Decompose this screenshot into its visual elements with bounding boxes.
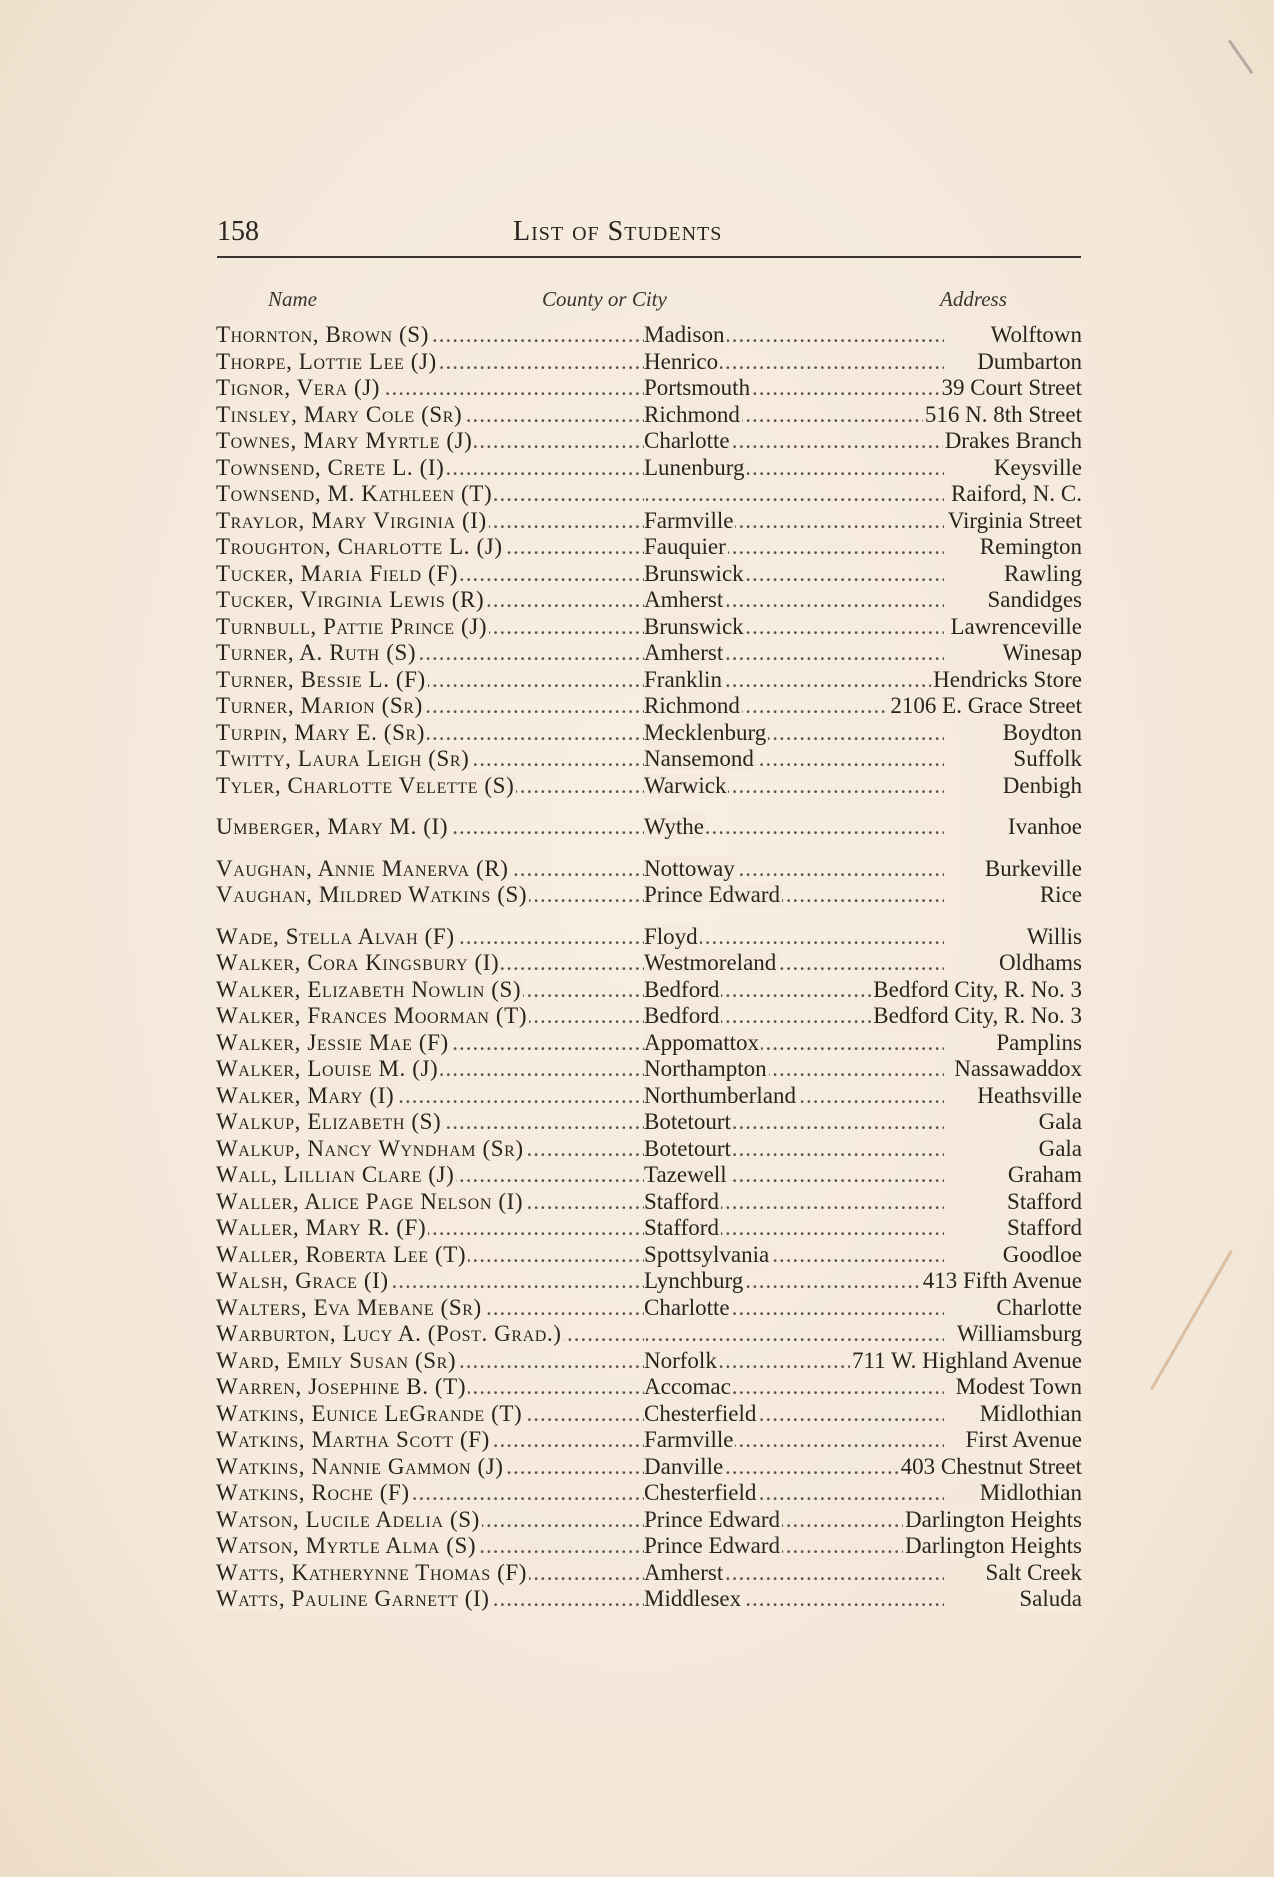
student-row bbox=[216, 882, 1082, 909]
student-county: Nansemond ..... bbox=[644, 746, 944, 773]
student-row bbox=[216, 1030, 1082, 1057]
student-county bbox=[644, 1321, 944, 1348]
student-county: Westmoreland ..... bbox=[644, 950, 944, 977]
student-address: Midlothian bbox=[979, 1480, 1082, 1505]
student-row bbox=[216, 950, 1082, 977]
student-row bbox=[216, 455, 1082, 482]
student-address: 403 Chestnut Street bbox=[900, 1453, 1082, 1479]
student-address: Lawrenceville bbox=[950, 613, 1082, 639]
student-county: Prince Edward ..... bbox=[644, 1507, 944, 1534]
student-row bbox=[216, 322, 1082, 349]
page-header bbox=[217, 214, 1081, 258]
student-address: 711 W. Highland Avenue bbox=[852, 1347, 1082, 1373]
student-name: Wade, Stella Alvah (F) ..... bbox=[216, 924, 644, 951]
student-row bbox=[216, 587, 1082, 614]
student-address: 39 Court Street bbox=[941, 375, 1082, 400]
student-name: Turnbull, Pattie Prince (J) ..... bbox=[216, 614, 644, 641]
student-name: Tucker, Virginia Lewis (R) ..... bbox=[216, 587, 644, 614]
student-address: Modest Town bbox=[955, 1374, 1082, 1399]
student-row bbox=[216, 1109, 1082, 1136]
student-county: Lynchburg ..... bbox=[644, 1268, 944, 1295]
student-county: Amherst ..... bbox=[644, 1560, 944, 1587]
student-address: Keysville bbox=[993, 454, 1082, 480]
student-row bbox=[216, 1374, 1082, 1401]
student-row bbox=[216, 814, 1082, 841]
student-name: Warburton, Lucy A. (Post. Grad.) ..... bbox=[216, 1321, 644, 1348]
student-county: Norfolk ..... bbox=[644, 1348, 944, 1375]
student-address: 2106 E. Grace Street bbox=[890, 693, 1082, 718]
student-county: Amherst ..... bbox=[644, 640, 944, 667]
student-row bbox=[216, 349, 1082, 376]
student-row bbox=[216, 746, 1082, 773]
student-county: Botetourt ..... bbox=[644, 1136, 944, 1163]
page-number: 158 bbox=[217, 216, 259, 247]
student-row bbox=[216, 1189, 1082, 1216]
student-county: Fauquier ..... bbox=[644, 534, 944, 561]
student-address: Goodloe bbox=[1002, 1241, 1082, 1267]
student-row bbox=[216, 375, 1082, 402]
student-row bbox=[216, 667, 1082, 694]
student-row bbox=[216, 1162, 1082, 1189]
student-address: Hendricks Store bbox=[933, 666, 1082, 692]
student-address: Virginia Street bbox=[947, 507, 1082, 533]
student-name: Turner, A. Ruth (S) ..... bbox=[216, 640, 644, 667]
student-row bbox=[216, 534, 1082, 561]
student-name: Walsh, Grace (I) ..... bbox=[216, 1268, 644, 1295]
student-address: Oldhams bbox=[998, 950, 1082, 975]
student-row bbox=[216, 1136, 1082, 1163]
column-header-county: County or City bbox=[542, 287, 667, 311]
student-address: Heathsville bbox=[977, 1082, 1082, 1108]
pencil-mark bbox=[1150, 1250, 1233, 1390]
student-county: Botetourt ..... bbox=[644, 1109, 944, 1136]
student-name: Vaughan, Annie Manerva (R) ..... bbox=[216, 856, 644, 883]
student-row bbox=[216, 1560, 1082, 1587]
student-county: Spottsylvania ..... bbox=[644, 1242, 944, 1269]
student-address: Charlotte bbox=[996, 1294, 1082, 1320]
student-row bbox=[216, 1056, 1082, 1083]
student-county: Appomattox ..... bbox=[644, 1030, 944, 1057]
student-row bbox=[216, 1268, 1082, 1295]
student-county: Prince Edward ..... bbox=[644, 882, 944, 909]
student-row bbox=[216, 1586, 1082, 1613]
student-address: 516 N. 8th Street bbox=[924, 401, 1082, 427]
student-county: Floyd ..... bbox=[644, 924, 944, 951]
student-county: Prince Edward ..... bbox=[644, 1533, 944, 1560]
student-name: Traylor, Mary Virginia (I) ..... bbox=[216, 508, 644, 535]
student-address: Darlington Heights bbox=[905, 1506, 1082, 1532]
student-address: Sandidges bbox=[987, 587, 1082, 612]
student-county: Wythe ..... bbox=[644, 814, 944, 841]
student-name: Watson, Lucile Adelia (S) ..... bbox=[216, 1507, 644, 1534]
student-row bbox=[216, 977, 1082, 1004]
student-county: Farmville ..... bbox=[644, 1427, 944, 1454]
student-row bbox=[216, 428, 1082, 455]
student-name: Warren, Josephine B. (T) ..... bbox=[216, 1374, 644, 1401]
student-address: Bedford City, R. No. 3 bbox=[873, 976, 1082, 1002]
student-county: Northampton ..... bbox=[644, 1056, 944, 1083]
student-address: Rawling bbox=[1004, 560, 1082, 586]
student-county: Stafford ..... bbox=[644, 1215, 944, 1242]
student-name: Tyler, Charlotte Velette (S) ..... bbox=[216, 773, 644, 800]
student-name: Walker, Elizabeth Nowlin (S) ..... bbox=[216, 977, 644, 1004]
student-address: Salt Creek bbox=[985, 1559, 1082, 1585]
student-row bbox=[216, 481, 1082, 508]
student-name: Walkup, Elizabeth (S) ..... bbox=[216, 1109, 644, 1136]
student-address: Boydton bbox=[1002, 719, 1082, 745]
student-county: Chesterfield ..... bbox=[644, 1480, 944, 1507]
student-address: 413 Fifth Avenue bbox=[922, 1268, 1082, 1293]
student-address: Graham bbox=[1007, 1162, 1082, 1187]
student-name: Waller, Mary R. (F) ..... bbox=[216, 1215, 644, 1242]
student-county: Tazewell ..... bbox=[644, 1162, 944, 1189]
student-address: Nassawaddox bbox=[954, 1056, 1082, 1081]
student-county: Madison ..... bbox=[644, 322, 944, 349]
student-address: Pamplins bbox=[996, 1029, 1082, 1055]
student-name: Troughton, Charlotte L. (J) ..... bbox=[216, 534, 644, 561]
student-row bbox=[216, 508, 1082, 535]
student-county: Bedford ..... bbox=[644, 1003, 944, 1030]
student-name: Turpin, Mary E. (Sr) ..... bbox=[216, 720, 644, 747]
student-address: Willis bbox=[1026, 923, 1082, 949]
student-address: Williamsburg bbox=[956, 1321, 1082, 1346]
student-county: Richmond ..... bbox=[644, 693, 944, 720]
student-address: Remington bbox=[979, 534, 1082, 559]
student-name: Watkins, Roche (F) ..... bbox=[216, 1480, 644, 1507]
student-row bbox=[216, 1242, 1082, 1269]
student-county: Henrico ..... bbox=[644, 349, 944, 376]
student-row bbox=[216, 561, 1082, 588]
student-row bbox=[216, 856, 1082, 883]
student-county: Charlotte ..... bbox=[644, 1295, 944, 1322]
student-name: Vaughan, Mildred Watkins (S) ..... bbox=[216, 882, 644, 909]
student-name: Walker, Cora Kingsbury (I) ..... bbox=[216, 950, 644, 977]
column-header-address: Address bbox=[940, 287, 1007, 311]
student-row bbox=[216, 1215, 1082, 1242]
student-address: Gala bbox=[1038, 1135, 1082, 1161]
student-name: Walker, Mary (I) ..... bbox=[216, 1083, 644, 1110]
student-address: Midlothian bbox=[979, 1400, 1082, 1426]
student-address: Stafford bbox=[1007, 1188, 1082, 1214]
student-name: Turner, Marion (Sr) ..... bbox=[216, 693, 644, 720]
student-county: Farmville ..... bbox=[644, 508, 944, 535]
student-name: Watts, Pauline Garnett (I) ..... bbox=[216, 1586, 644, 1613]
student-name: Waller, Roberta Lee (T) ..... bbox=[216, 1242, 644, 1269]
student-county: Nottoway ..... bbox=[644, 856, 944, 883]
student-row bbox=[216, 1507, 1082, 1534]
student-address: Saluda bbox=[1019, 1586, 1082, 1611]
student-row bbox=[216, 1427, 1082, 1454]
student-name: Watson, Myrtle Alma (S) ..... bbox=[216, 1533, 644, 1560]
student-name: Ward, Emily Susan (Sr) ..... bbox=[216, 1348, 644, 1375]
student-county: Stafford ..... bbox=[644, 1189, 944, 1216]
student-address: Bedford City, R. No. 3 bbox=[873, 1003, 1082, 1028]
student-county: Richmond ..... bbox=[644, 402, 944, 429]
student-name: Thornton, Brown (S) ..... bbox=[216, 322, 644, 349]
student-county: Brunswick ..... bbox=[644, 614, 944, 641]
student-address: Ivanhoe bbox=[1007, 814, 1082, 839]
student-name: Turner, Bessie L. (F) ..... bbox=[216, 667, 644, 694]
student-name: Townes, Mary Myrtle (J) ..... bbox=[216, 428, 644, 455]
student-county: Lunenburg ..... bbox=[644, 455, 944, 482]
student-row bbox=[216, 1321, 1082, 1348]
student-county: Middlesex ..... bbox=[644, 1586, 944, 1613]
student-address: Stafford bbox=[1007, 1215, 1082, 1240]
student-row bbox=[216, 1083, 1082, 1110]
column-header-name: Name bbox=[268, 287, 317, 311]
student-address: Darlington Heights bbox=[905, 1533, 1082, 1558]
running-title: List of Students bbox=[513, 216, 723, 247]
student-row bbox=[216, 773, 1082, 800]
student-name: Watkins, Eunice LeGrande (T) ..... bbox=[216, 1401, 644, 1428]
student-address: Wolftown bbox=[990, 322, 1082, 347]
student-name: Walkup, Nancy Wyndham (Sr) ..... bbox=[216, 1136, 644, 1163]
student-name: Walker, Louise M. (J) ..... bbox=[216, 1056, 644, 1083]
student-name: Townsend, Crete L. (I) ..... bbox=[216, 455, 644, 482]
student-name: Tignor, Vera (J) ..... bbox=[216, 375, 644, 402]
student-address: First Avenue bbox=[965, 1427, 1082, 1452]
student-name: Walker, Jessie Mae (F) ..... bbox=[216, 1030, 644, 1057]
student-address: Drakes Branch bbox=[944, 428, 1082, 453]
student-county: Chesterfield ..... bbox=[644, 1401, 944, 1428]
student-row bbox=[216, 720, 1082, 747]
student-row bbox=[216, 614, 1082, 641]
student-row bbox=[216, 924, 1082, 951]
student-row bbox=[216, 1454, 1082, 1481]
student-row bbox=[216, 1401, 1082, 1428]
student-row bbox=[216, 693, 1082, 720]
student-address: Suffolk bbox=[1013, 746, 1082, 771]
student-name: Watkins, Martha Scott (F) ..... bbox=[216, 1427, 644, 1454]
student-row bbox=[216, 640, 1082, 667]
student-county: Amherst ..... bbox=[644, 587, 944, 614]
student-county bbox=[644, 481, 944, 508]
student-name: Wall, Lillian Clare (J) ..... bbox=[216, 1162, 644, 1189]
student-county: Warwick ..... bbox=[644, 773, 944, 800]
student-row bbox=[216, 402, 1082, 429]
student-row bbox=[216, 1295, 1082, 1322]
student-name: Twitty, Laura Leigh (Sr) ..... bbox=[216, 746, 644, 773]
student-county: Northumberland ..... bbox=[644, 1083, 944, 1110]
student-name: Umberger, Mary M. (I) ..... bbox=[216, 814, 644, 841]
student-name: Tucker, Maria Field (F) ..... bbox=[216, 561, 644, 588]
student-address: Denbigh bbox=[1002, 772, 1082, 798]
student-county: Brunswick ..... bbox=[644, 561, 944, 588]
student-address: Burkeville bbox=[984, 855, 1082, 881]
student-row bbox=[216, 1480, 1082, 1507]
student-name: Watts, Katherynne Thomas (F) ..... bbox=[216, 1560, 644, 1587]
student-county: Danville ..... bbox=[644, 1454, 944, 1481]
student-name: Walters, Eva Mebane (Sr) ..... bbox=[216, 1295, 644, 1322]
student-row bbox=[216, 1003, 1082, 1030]
student-list bbox=[216, 322, 1082, 1613]
student-name: Waller, Alice Page Nelson (I) ..... bbox=[216, 1189, 644, 1216]
student-county: Franklin ..... bbox=[644, 667, 944, 694]
student-county: Bedford ..... bbox=[644, 977, 944, 1004]
student-county: Portsmouth ..... bbox=[644, 375, 944, 402]
student-address: Gala bbox=[1038, 1109, 1082, 1134]
student-address: Dumbarton bbox=[977, 348, 1082, 374]
student-address: Raiford, N. C. bbox=[951, 481, 1082, 506]
page-edge-mark bbox=[1228, 26, 1273, 74]
student-county: Mecklenburg ..... bbox=[644, 720, 944, 747]
student-address: Rice bbox=[1039, 882, 1082, 907]
student-name: Thorpe, Lottie Lee (J) ..... bbox=[216, 349, 644, 376]
student-name: Tinsley, Mary Cole (Sr) ..... bbox=[216, 402, 644, 429]
student-name: Watkins, Nannie Gammon (J) ..... bbox=[216, 1454, 644, 1481]
student-row bbox=[216, 1533, 1082, 1560]
student-address: Winesap bbox=[1002, 640, 1082, 665]
student-county: Accomac ..... bbox=[644, 1374, 944, 1401]
student-name: Walker, Frances Moorman (T) ..... bbox=[216, 1003, 644, 1030]
student-row bbox=[216, 1348, 1082, 1375]
student-name: Townsend, M. Kathleen (T) ..... bbox=[216, 481, 644, 508]
student-county: Charlotte ..... bbox=[644, 428, 944, 455]
